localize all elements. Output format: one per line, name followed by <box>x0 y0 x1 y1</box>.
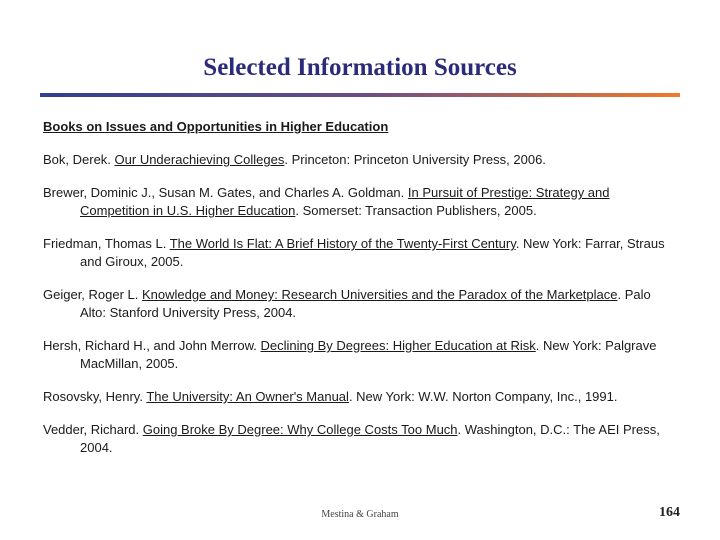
reference-item <box>43 286 673 322</box>
reference-author: Rosovsky, Henry. <box>43 389 147 404</box>
title-divider <box>40 93 680 97</box>
reference-book-title: The World Is Flat: A Brief History of the Twenty-First Century <box>169 236 516 251</box>
reference-item <box>43 388 673 406</box>
reference-publisher: . Washington, D.C.: The AEI Press, 2004. <box>80 422 660 455</box>
page-title: Selected Information Sources <box>203 54 517 81</box>
reference-item <box>43 421 673 457</box>
reference-publisher: . New York: W.W. Norton Company, Inc., 1991. <box>348 389 618 404</box>
reference-author: Bok, Derek. <box>43 152 115 167</box>
page-number: 164 <box>659 505 680 520</box>
reference-book-title: Going Broke By Degree: Why College Costs Too Much <box>142 422 458 437</box>
reference-author: Vedder, Richard. <box>43 422 143 437</box>
reference-book-title: In Pursuit of Prestige: Strategy and Competition in U.S. Higher Education <box>80 185 610 218</box>
reference-book-title: Knowledge and Money: Research Universities and the Paradox of the Marketplace <box>142 287 618 302</box>
reference-item <box>43 151 673 169</box>
reference-item <box>43 184 673 220</box>
reference-book-title: Declining By Degrees: Higher Education at Risk <box>260 338 536 353</box>
reference-publisher: . Palo Alto: Stanford University Press, 2004. <box>80 287 651 320</box>
reference-item <box>43 337 673 373</box>
footer-note: Mestina & Graham <box>321 509 399 520</box>
section-heading: Books on Issues and Opportunities in Higher Education <box>43 119 389 134</box>
reference-publisher: . Somerset: Transaction Publishers, 2005. <box>295 203 537 218</box>
reference-author: Friedman, Thomas L. <box>43 236 170 251</box>
reference-publisher: . New York: Palgrave MacMillan, 2005. <box>80 338 657 371</box>
reference-item <box>43 235 673 271</box>
reference-author: Geiger, Roger L. <box>43 287 142 302</box>
reference-list <box>43 151 673 472</box>
reference-publisher: . New York: Farrar, Straus and Giroux, 2005. <box>80 236 665 269</box>
reference-author: Brewer, Dominic J., Susan M. Gates, and Charles A. Goldman. <box>43 185 408 200</box>
reference-publisher: . Princeton: Princeton University Press, 2006. <box>284 152 546 167</box>
reference-author: Hersh, Richard H., and John Merrow. <box>43 338 261 353</box>
reference-book-title: Our Underachieving Colleges <box>114 152 285 167</box>
reference-book-title: The University: An Owner's Manual <box>146 389 349 404</box>
